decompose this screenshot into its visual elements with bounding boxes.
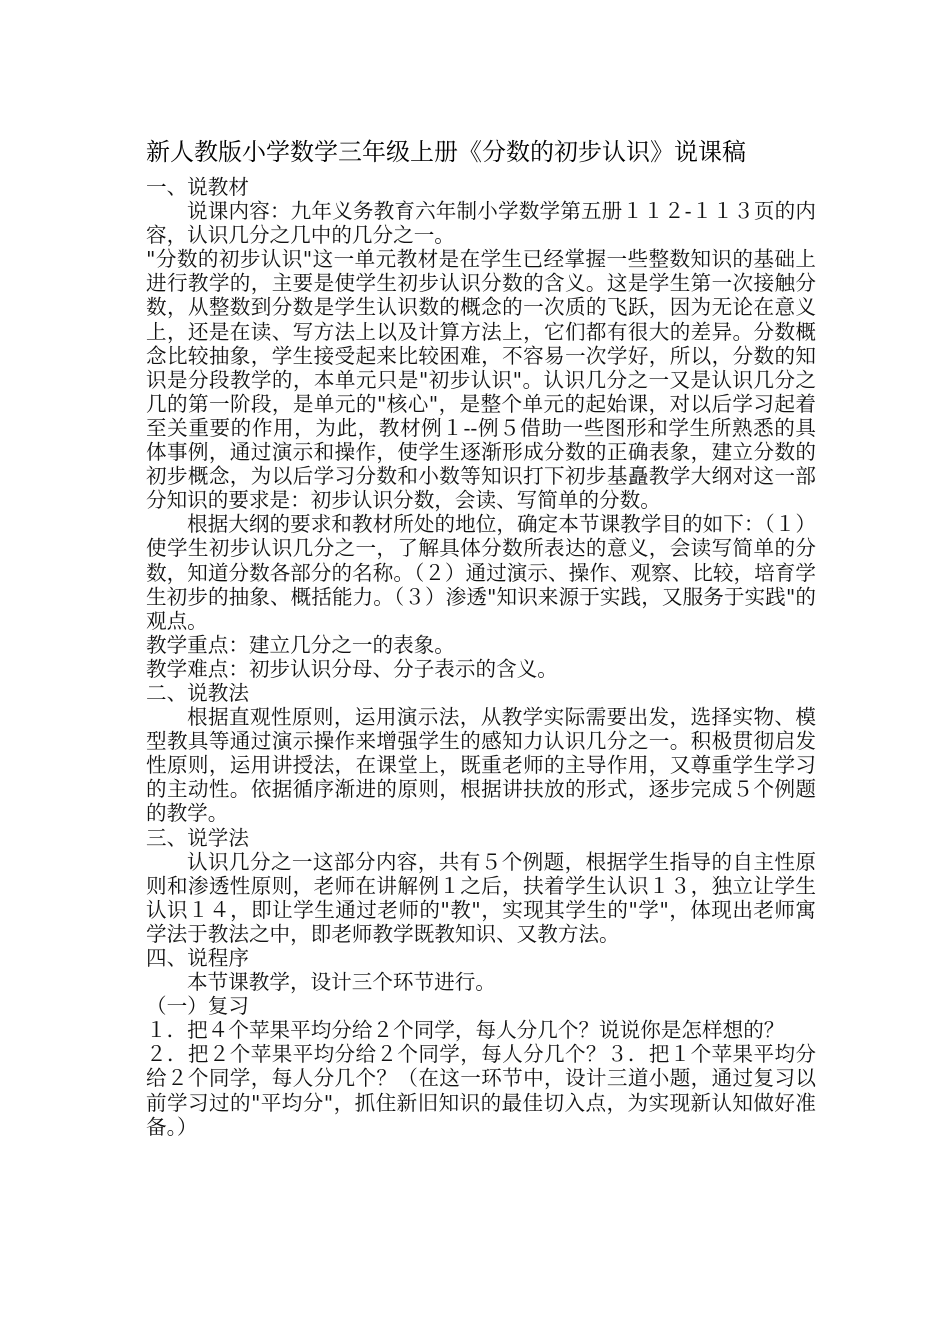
- teaching-difficulty: 教学难点：初步认识分母、分子表示的含义。: [146, 656, 558, 681]
- lesson-content-paragraph: 说课内容：九年义务教育六年制小学数学第五册１１２-１１３页的内容，认识几分之几中的几分之一。: [146, 199, 816, 248]
- document-title: 新人教版小学数学三年级上册《分数的初步认识》说课稿: [146, 138, 746, 166]
- teaching-key-point: 教学重点：建立几分之一的表象。: [146, 632, 455, 657]
- section-heading-procedure: 四、说程序: [146, 946, 249, 970]
- section-heading-learning-method: 三、说学法: [146, 825, 249, 850]
- learning-method-paragraph: 认识几分之一这部分内容，共有５个例题，根据学生指导的自主性原则和渗透性原则，老师在讲解例１之后，扶着学生认识１３，独立让学生认识１４，即让学生通过老师的"教"，实现其学生的"学"，体现出老师寓学法于教法之中，即老师教学既教知识、又教方法。: [146, 849, 816, 946]
- teaching-objectives-paragraph: 根据大纲的要求和教材所处的地位，确定本节课教学目的如下：（１）使学生初步认识几分之一，了解具体分数所表达的意义，会读写简单的分数，知道分数各部分的名称。（２）通过演示、操作、观察、比较，培育学生初步的抽象、概括能力。（３）渗透"知识来源于实践，又服务于实践"的观点。: [146, 512, 816, 633]
- review-question-1: １．把４个苹果平均分给２个同学，每人分几个？说说你是怎样想的？: [146, 1018, 785, 1043]
- subsection-heading-review: （一）复习: [146, 994, 249, 1019]
- section-heading-textbook: 一、说教材: [146, 175, 249, 199]
- review-question-2-3: ２．把２个苹果平均分给２个同学，每人分几个？３．把１个苹果平均分给２个同学，每人分几个？（在这一环节中，设计三道小题，通过复习以前学习过的"平均分"，抓住新旧知识的最佳切入点，为实现新认知做好准备。）: [146, 1042, 816, 1139]
- procedure-intro-paragraph: 本节课教学，设计三个环节进行。: [187, 970, 496, 995]
- document-body: [146, 175, 816, 1139]
- textbook-analysis-paragraph: "分数的初步认识"这一单元教材是在学生已经掌握一些整数知识的基础上进行教学的，主要是使学生初步认识分数的含义。这是学生第一次接触分数，从整数到分数是学生认识数的概念的一次质的飞跃，因为无论在意义上，还是在读、写方法上以及计算方法上，它们都有很大的差异。分数概念比较抽象，学生接受起来比较困难，不容易一次学好，所以，分数的知识是分段教学的，本单元只是"初步认识"。认识几分之一又是认识几分之几的第一阶段，是单元的"核心"，是整个单元的起始课，对以后学习起着至关重要的作用，为此，教材例１--例５借助一些图形和学生所熟悉的具体事例，通过演示和操作，使学生逐渐形成分数的正确表象，建立分数的初步概念，为以后学习分数和小数等知识打下初步基矗教学大纲对这一部分知识的要求是：初步认识分数，会读、写简单的分数。: [146, 247, 816, 513]
- section-heading-teaching-method: 二、说教法: [146, 680, 249, 705]
- teaching-method-paragraph: 根据直观性原则，运用演示法，从教学实际需要出发，选择实物、模型教具等通过演示操作来增强学生的感知力认识几分之一。积极贯彻启发性原则，运用讲授法，在课堂上，既重老师的主导作用，又尊重学生学习的主动性。依据循序渐进的原则，根据讲扶放的形式，逐步完成５个例题的教学。: [146, 705, 816, 826]
